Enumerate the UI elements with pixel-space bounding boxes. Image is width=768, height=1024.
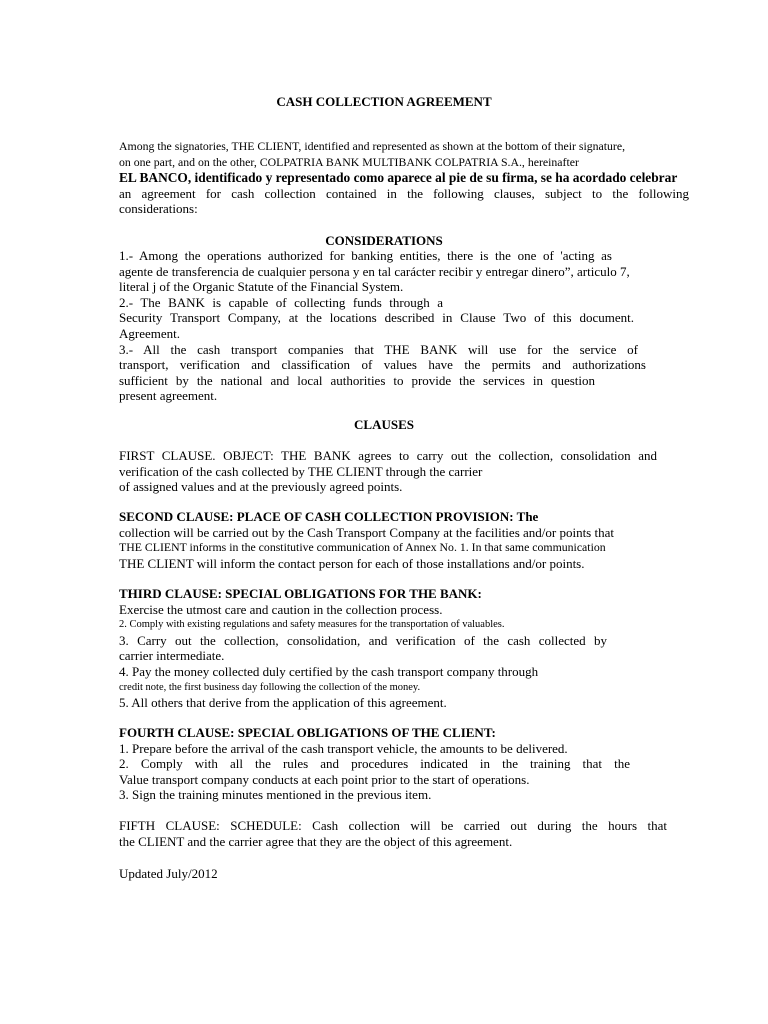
second-clause-line: collection will be carried out by the Cash Transport Company at the facilities and/or points that <box>119 524 614 540</box>
updated-date-text: Updated July/2012 <box>119 866 218 881</box>
intro-paragraph <box>119 139 719 217</box>
considerations-heading: CONSIDERATIONS <box>325 233 443 248</box>
clauses-heading: CLAUSES <box>354 417 414 432</box>
considerations-list <box>119 248 719 404</box>
intro-line: an agreement for cash collection contained in the following clauses, subject to the following <box>119 185 689 201</box>
consideration-line: agente de transferencia de cualquier persona y en tal carácter recibir y entregar dinero”, articulo 7, <box>119 263 630 279</box>
updated-date <box>119 866 719 882</box>
fourth-clause-line: Value transport company conducts at each point prior to the start of operations. <box>119 771 530 787</box>
third-clause-line: Exercise the utmost care and caution in the collection process. <box>119 601 443 617</box>
consideration-line: 3.- All the cash transport companies that THE BANK will use for the service of <box>119 341 638 357</box>
third-clause-line: 4. Pay the money collected duly certified by the cash transport company through <box>119 663 539 679</box>
consideration-line: Agreement. <box>119 325 181 341</box>
consideration-line: transport, verification and classification of values have the permits and authorizations <box>119 357 646 373</box>
fifth-clause <box>119 818 719 849</box>
third-clause-line: 2. Comply with existing regulations and safety measures for the transportation of valuables. <box>119 619 505 631</box>
consideration-line: sufficient by the national and local authorities to provide the services in question <box>119 372 595 388</box>
third-clause-line: credit note, the first business day following the collection of the money. <box>119 681 421 693</box>
consideration-line: 1.- Among the operations authorized for banking entities, there is the one of 'acting as <box>119 248 612 263</box>
intro-line: considerations: <box>119 201 198 217</box>
fourth-clause-heading: FOURTH CLAUSE: SPECIAL OBLIGATIONS OF THE CLIENT: <box>119 725 496 740</box>
intro-line: on one part, and on the other, COLPATRIA BANK MULTIBANK COLPATRIA S.A., hereinafter <box>119 154 579 169</box>
fourth-clause <box>119 725 719 803</box>
intro-line: Among the signatories, THE CLIENT, identified and represented as shown at the bottom of their signature, <box>119 139 626 153</box>
third-clause <box>119 586 719 711</box>
third-clause-heading: THIRD CLAUSE: SPECIAL OBLIGATIONS FOR THE BANK: <box>119 586 482 601</box>
first-clause-line: of assigned values and at the previously agreed points. <box>119 479 403 495</box>
fourth-clause-line: 1. Prepare before the arrival of the cash transport vehicle, the amounts to be delivered. <box>119 740 568 756</box>
second-clause <box>119 509 719 571</box>
first-clause-line: verification of the cash collected by THE CLIENT through the carrier <box>119 463 483 479</box>
fourth-clause-line: 3. Sign the training minutes mentioned in the previous item. <box>119 787 432 803</box>
intro-line-bold: EL BANCO, identificado y representado como aparece al pie de su firma, se ha acordado celebrar <box>119 170 678 186</box>
consideration-line: literal j of the Organic Statute of the Financial System. <box>119 279 404 295</box>
fifth-clause-line: FIFTH CLAUSE: SCHEDULE: Cash collection will be carried out during the hours that <box>119 818 667 833</box>
fourth-clause-line: 2. Comply with all the rules and procedures indicated in the training that the <box>119 756 630 772</box>
first-clause <box>119 448 719 495</box>
third-clause-line: carrier intermediate. <box>119 648 225 664</box>
second-clause-line: THE CLIENT will inform the contact person for each of those installations and/or points. <box>119 555 585 571</box>
first-clause-line: FIRST CLAUSE. OBJECT: THE BANK agrees to carry out the collection, consolidation and <box>119 448 657 463</box>
third-clause-line: 5. All others that derive from the application of this agreement. <box>119 695 447 711</box>
consideration-line: present agreement. <box>119 388 218 404</box>
second-clause-line: THE CLIENT informs in the constitutive communication of Annex No. 1. In that same communication <box>119 540 606 555</box>
fifth-clause-line: the CLIENT and the carrier agree that they are the object of this agreement. <box>119 833 513 849</box>
consideration-line: Security Transport Company, at the locations described in Clause Two of this document. <box>119 310 634 326</box>
document-title: CASH COLLECTION AGREEMENT <box>276 94 492 109</box>
third-clause-line: 3. Carry out the collection, consolidation, and verification of the cash collected by <box>119 632 607 648</box>
second-clause-heading: SECOND CLAUSE: PLACE OF CASH COLLECTION PROVISION: The <box>119 509 539 524</box>
consideration-line: 2.- The BANK is capable of collecting funds through a <box>119 294 443 310</box>
